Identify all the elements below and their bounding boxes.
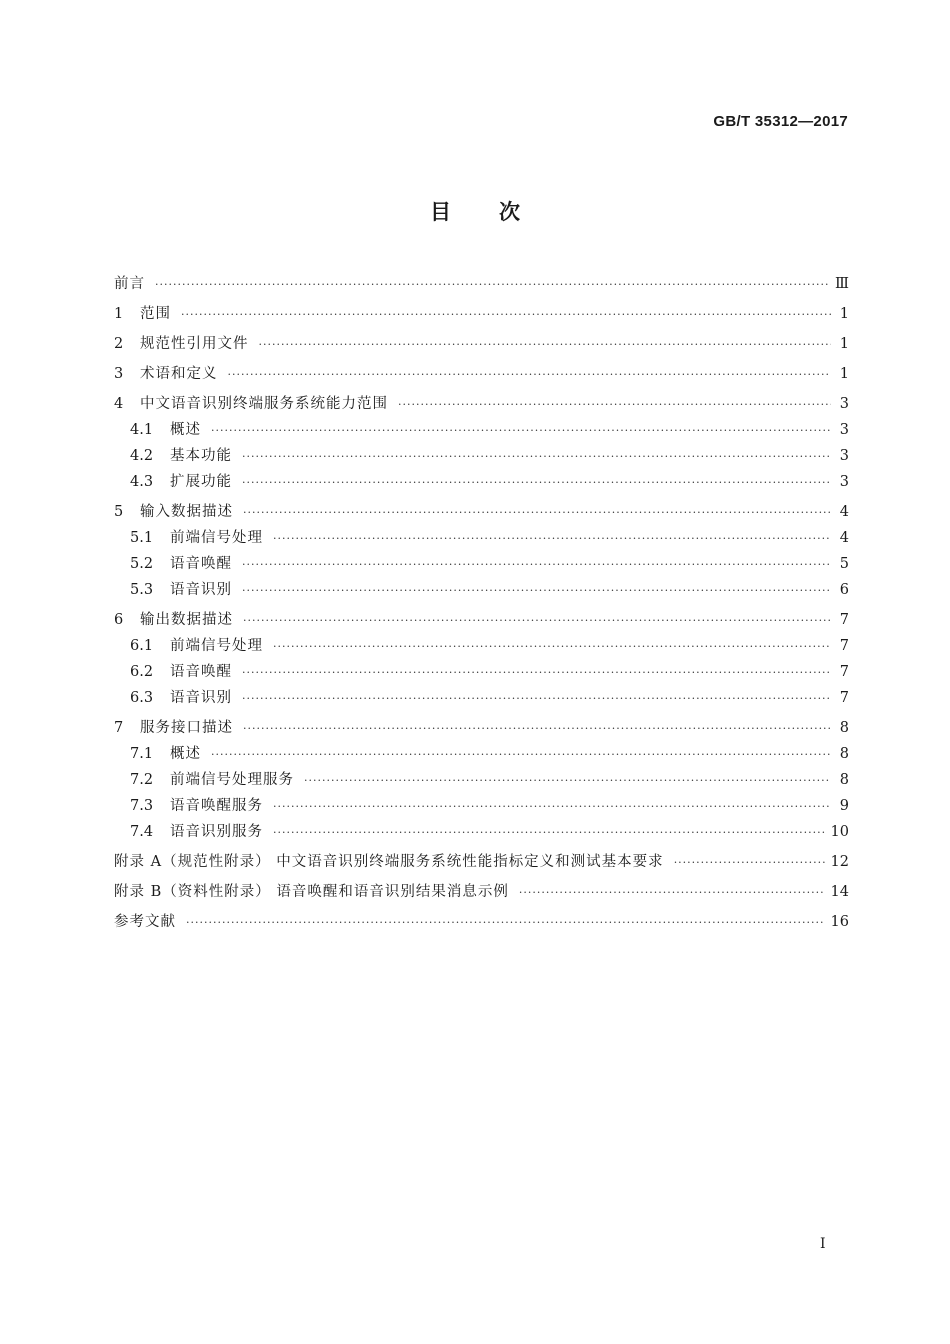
toc-entry-page: 7 — [839, 690, 849, 706]
toc-entry-label: 前言 — [114, 276, 145, 292]
toc-entry-number: 7.3 — [130, 798, 154, 814]
toc-entry-6-2[interactable] — [114, 662, 849, 683]
toc-entry-page: 12 — [830, 854, 849, 870]
toc-entry-label: 扩展功能 — [170, 474, 232, 490]
toc-entry-page: 1 — [839, 336, 849, 352]
toc-entry-5-3[interactable] — [114, 580, 849, 601]
toc-entry-label: 基本功能 — [170, 448, 232, 464]
toc-entry-label: 输入数据描述 — [140, 504, 233, 520]
toc-entry-page: 5 — [839, 556, 849, 572]
toc-entry-page: 8 — [839, 772, 849, 788]
dot-leader — [243, 611, 831, 631]
dot-leader — [211, 421, 831, 441]
toc-entry-number: 4.1 — [130, 422, 154, 438]
toc-entry-7-1[interactable] — [114, 744, 849, 765]
toc-entry-2[interactable] — [114, 334, 849, 355]
table-of-contents — [114, 270, 849, 933]
toc-entry-5[interactable] — [114, 502, 849, 523]
dot-leader — [674, 853, 825, 873]
toc-entry-label: 规范性引用文件 — [140, 336, 249, 352]
toc-entry-page: 7 — [839, 612, 849, 628]
toc-entry-page: 4 — [839, 530, 849, 546]
toc-entry-page: 10 — [830, 824, 849, 840]
dot-leader — [186, 913, 825, 933]
dot-leader — [273, 529, 831, 549]
toc-entry-7-3[interactable] — [114, 796, 849, 817]
toc-entry-references[interactable] — [114, 912, 849, 933]
toc-entry-label: 语音识别服务 — [170, 824, 263, 840]
toc-entry-label: 中文语音识别终端服务系统能力范围 — [140, 396, 388, 412]
toc-entry-label: 语音识别 — [170, 690, 232, 706]
dot-leader — [155, 275, 829, 295]
dot-leader — [211, 745, 831, 765]
toc-entry-number: 5.1 — [130, 530, 154, 546]
toc-entry-appendix-a[interactable] — [114, 852, 849, 873]
toc-entry-number: 6 — [114, 612, 124, 628]
toc-entry-label: 附录 A（规范性附录） 中文语音识别终端服务系统性能指标定义和测试基本要求 — [114, 854, 664, 870]
toc-entry-appendix-b[interactable] — [114, 882, 849, 903]
toc-entry-page: 4 — [839, 504, 849, 520]
toc-entry-label: 范围 — [140, 306, 171, 322]
toc-entry-page: 8 — [839, 720, 849, 736]
toc-entry-label: 附录 B（资料性附录） 语音唤醒和语音识别结果消息示例 — [114, 884, 509, 900]
toc-entry-page: 1 — [839, 366, 849, 382]
dot-leader — [242, 689, 831, 709]
dot-leader — [304, 771, 831, 791]
dot-leader — [243, 503, 831, 523]
toc-entry-number: 5 — [114, 504, 124, 520]
toc-entry-page: 14 — [830, 884, 849, 900]
toc-entry-number: 5.3 — [130, 582, 154, 598]
dot-leader — [273, 637, 831, 657]
dot-leader — [242, 473, 831, 493]
toc-entry-label: 前端信号处理 — [170, 530, 263, 546]
toc-entry-label: 输出数据描述 — [140, 612, 233, 628]
toc-entry-label: 前端信号处理 — [170, 638, 263, 654]
toc-entry-page: Ⅲ — [835, 276, 849, 292]
dot-leader — [181, 305, 831, 325]
toc-entry-7-2[interactable] — [114, 770, 849, 791]
toc-entry-number: 4.3 — [130, 474, 154, 490]
dot-leader — [273, 797, 831, 817]
toc-entry-5-1[interactable] — [114, 528, 849, 549]
toc-entry-label: 语音唤醒 — [170, 556, 232, 572]
dot-leader — [273, 823, 825, 843]
toc-entry-page: 6 — [839, 582, 849, 598]
toc-entry-6-1[interactable] — [114, 636, 849, 657]
dot-leader — [243, 719, 831, 739]
page-number: Ⅰ — [820, 1236, 826, 1252]
toc-entry-4-2[interactable] — [114, 446, 849, 467]
toc-entry-4-3[interactable] — [114, 472, 849, 493]
toc-entry-number: 4 — [114, 396, 124, 412]
toc-entry-page: 3 — [839, 448, 849, 464]
toc-entry-number: 7.4 — [130, 824, 154, 840]
standard-code: GB/T 35312—2017 — [713, 113, 848, 130]
toc-entry-page: 3 — [839, 422, 849, 438]
toc-entry-number: 6.1 — [130, 638, 154, 654]
toc-entry-number: 7.1 — [130, 746, 154, 762]
dot-leader — [242, 447, 831, 467]
toc-entry-number: 5.2 — [130, 556, 154, 572]
dot-leader — [259, 335, 832, 355]
toc-entry-number: 6.2 — [130, 664, 154, 680]
toc-entry-label: 术语和定义 — [140, 366, 218, 382]
toc-entry-number: 3 — [114, 366, 124, 382]
dot-leader — [242, 663, 831, 683]
toc-entry-label: 服务接口描述 — [140, 720, 233, 736]
toc-entry-4[interactable] — [114, 394, 849, 415]
toc-entry-page: 16 — [830, 914, 849, 930]
toc-entry-label: 前端信号处理服务 — [170, 772, 294, 788]
dot-leader — [242, 555, 831, 575]
toc-entry-number: 6.3 — [130, 690, 154, 706]
toc-entry-number: 7 — [114, 720, 124, 736]
toc-entry-4-1[interactable] — [114, 420, 849, 441]
dot-leader — [519, 883, 825, 903]
toc-entry-page: 3 — [839, 396, 849, 412]
toc-entry-7-4[interactable] — [114, 822, 849, 843]
toc-entry-page: 8 — [839, 746, 849, 762]
toc-entry-label: 语音识别 — [170, 582, 232, 598]
toc-entry-page: 3 — [839, 474, 849, 490]
toc-entry-preface[interactable] — [114, 274, 849, 295]
toc-entry-number: 4.2 — [130, 448, 154, 464]
toc-entry-page: 7 — [839, 638, 849, 654]
toc-entry-page: 9 — [839, 798, 849, 814]
dot-leader — [228, 365, 832, 385]
toc-entry-6-3[interactable] — [114, 688, 849, 709]
page-title: 目次 — [430, 200, 568, 224]
toc-entry-page: 1 — [839, 306, 849, 322]
dot-leader — [242, 581, 831, 601]
toc-entry-label: 参考文献 — [114, 914, 176, 930]
toc-entry-label: 概述 — [170, 422, 201, 438]
toc-entry-5-2[interactable] — [114, 554, 849, 575]
toc-entry-number: 2 — [114, 336, 124, 352]
dot-leader — [398, 395, 831, 415]
toc-entry-page: 7 — [839, 664, 849, 680]
toc-entry-label: 语音唤醒 — [170, 664, 232, 680]
toc-entry-7[interactable] — [114, 718, 849, 739]
toc-entry-1[interactable] — [114, 304, 849, 325]
toc-entry-number: 7.2 — [130, 772, 154, 788]
toc-entry-label: 概述 — [170, 746, 201, 762]
toc-entry-3[interactable] — [114, 364, 849, 385]
toc-entry-6[interactable] — [114, 610, 849, 631]
toc-entry-number: 1 — [114, 306, 124, 322]
toc-entry-label: 语音唤醒服务 — [170, 798, 263, 814]
